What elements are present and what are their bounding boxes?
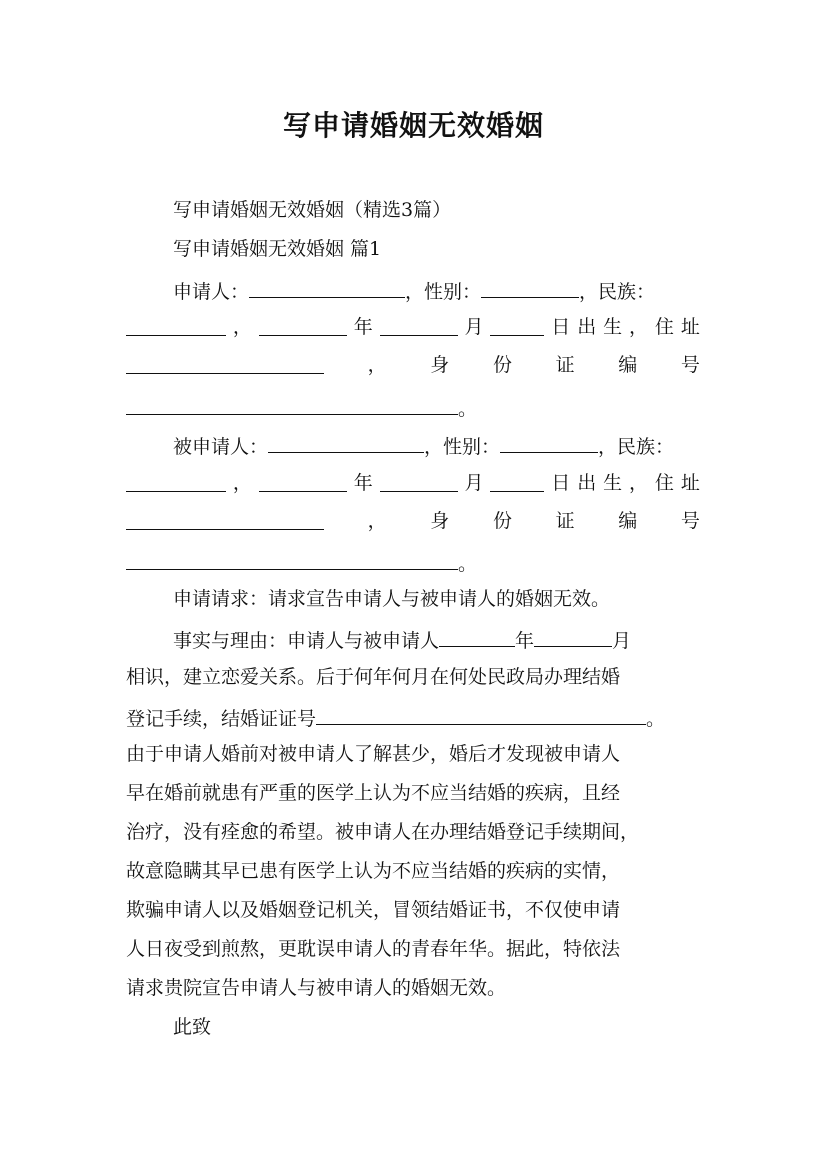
birth-month-blank <box>380 474 458 492</box>
birth-year-blank <box>259 318 347 336</box>
char: 出 <box>577 316 597 338</box>
gender-label: ，性别： <box>405 281 482 303</box>
facts-line-2: 相识，建立恋爱关系。后于何年何月在何处民政局办理结婚 <box>126 666 621 688</box>
facts-line-8: 欺骗申请人以及婚姻登记机关，冒领结婚证书，不仅使申请 <box>126 899 621 921</box>
closing-salutation: 此致 <box>173 1016 212 1038</box>
month-label: 月 <box>612 630 632 652</box>
id-number-blank <box>126 552 458 570</box>
month-label: 月 <box>464 472 484 494</box>
ethnicity-blank <box>126 318 226 336</box>
year-label: 年 <box>353 472 373 494</box>
id-number-blank <box>126 397 458 415</box>
char: ， <box>367 354 387 376</box>
respondent-label: 被申请人： <box>173 436 269 458</box>
birth-day-blank <box>490 474 544 492</box>
request-paragraph: 申请请求：请求宣告申请人与被申请人的婚姻无效。 <box>173 588 611 610</box>
facts-line-7: 故意隐瞒其早已患有医学上认为不应当结婚的疾病的实情， <box>126 860 621 882</box>
char: 址 <box>680 472 700 494</box>
period: 。 <box>458 398 478 420</box>
applicant-line-1 <box>173 280 700 302</box>
applicant-line-4 <box>126 397 700 419</box>
char: 生 <box>603 472 623 494</box>
gender-blank <box>500 435 598 453</box>
char: 编 <box>618 354 638 376</box>
char: 身 <box>430 510 450 532</box>
applicant-line-2 <box>126 318 700 337</box>
year-label: 年 <box>353 316 373 338</box>
facts-line-6: 治疗，没有痊愈的希望。被申请人在办理结婚登记手续期间， <box>126 821 640 843</box>
address-blank <box>126 512 324 530</box>
ethnicity-label: ，民族： <box>579 281 656 303</box>
facts-line-9: 人日夜受到煎熬，更耽误申请人的青春年华。据此，特依法 <box>126 938 621 960</box>
char: 住 <box>654 316 674 338</box>
section-heading: 写申请婚姻无效婚姻 篇1 <box>173 238 382 260</box>
document-subtitle: 写申请婚姻无效婚姻（精选3篇） <box>173 199 452 221</box>
year-label: 年 <box>515 630 535 652</box>
char: 住 <box>654 472 674 494</box>
certificate-number-blank <box>316 707 646 725</box>
respondent-line-2 <box>126 474 700 493</box>
respondent-line-4 <box>126 552 700 574</box>
applicant-name-blank <box>249 280 405 298</box>
char: 日 <box>551 316 571 338</box>
month-label: 月 <box>464 316 484 338</box>
ethnicity-blank <box>126 474 226 492</box>
char: ， <box>629 472 649 494</box>
birth-month-blank <box>380 318 458 336</box>
char: 证 <box>555 354 575 376</box>
char: 生 <box>603 316 623 338</box>
char: 份 <box>492 510 512 532</box>
respondent-line-1 <box>173 435 700 457</box>
respondent-name-blank <box>268 435 424 453</box>
address-blank <box>126 356 324 374</box>
respondent-line-3 <box>126 512 700 531</box>
comma: ， <box>232 472 252 494</box>
birth-year-blank <box>259 474 347 492</box>
char: ， <box>629 316 649 338</box>
char: 份 <box>492 354 512 376</box>
ethnicity-label: ，民族： <box>598 436 675 458</box>
facts-line-5: 早在婚前就患有严重的医学上认为不应当结婚的疾病，且经 <box>126 782 621 804</box>
facts-line-3 <box>126 707 700 729</box>
char: 编 <box>618 510 638 532</box>
meet-year-blank <box>439 629 515 647</box>
certificate-label: 登记手续，结婚证证号 <box>126 708 317 730</box>
char: 址 <box>680 316 700 338</box>
meet-month-blank <box>534 629 612 647</box>
birth-day-blank <box>490 318 544 336</box>
char: 号 <box>680 354 700 376</box>
facts-line-4: 由于申请人婚前对被申请人了解甚少，婚后才发现被申请人 <box>126 743 621 765</box>
char: 身 <box>430 354 450 376</box>
facts-line-1 <box>173 629 700 651</box>
char: 证 <box>555 510 575 532</box>
facts-line-10: 请求贵院宣告申请人与被申请人的婚姻无效。 <box>126 977 507 999</box>
char: 日 <box>551 472 571 494</box>
gender-label: ，性别： <box>424 436 501 458</box>
applicant-line-3 <box>126 356 700 375</box>
period: 。 <box>458 553 478 575</box>
char: ， <box>367 510 387 532</box>
char: 号 <box>680 510 700 532</box>
period: 。 <box>646 708 666 730</box>
gender-blank <box>481 280 579 298</box>
applicant-label: 申请人： <box>173 281 250 303</box>
char: 出 <box>577 472 597 494</box>
document-title: 写申请婚姻无效婚姻 <box>282 109 544 142</box>
comma: ， <box>232 316 252 338</box>
facts-prefix: 事实与理由：申请人与被申请人 <box>173 630 440 652</box>
